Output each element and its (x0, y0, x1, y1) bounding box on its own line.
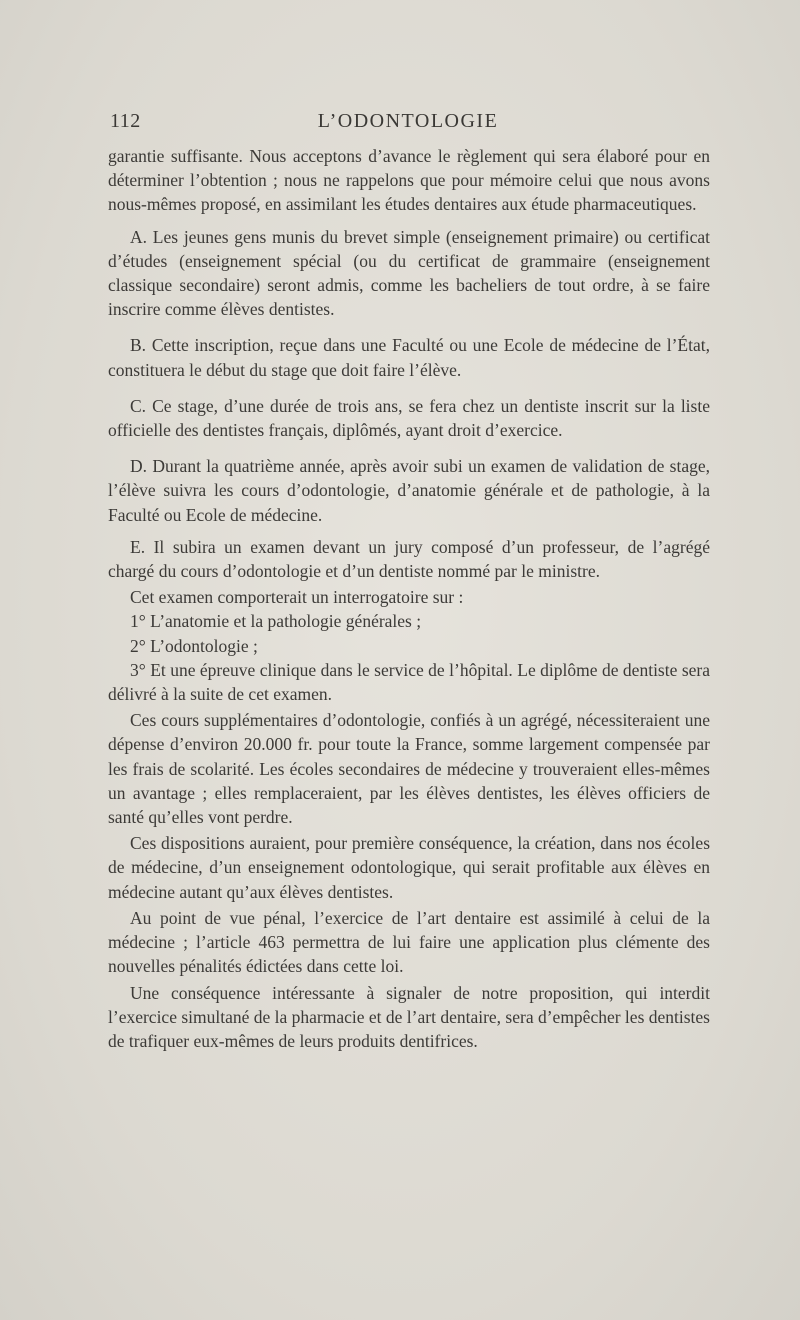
list-item-clinique: 3° Et une épreuve clinique dans le service de l’hôpital. Le diplôme de dentiste sera délivré à la suite de cet examen. (108, 659, 710, 705)
body-text (108, 144, 710, 1053)
paragraph-cours: Ces cours supplémentaires d’odontologie, confiés à un agrégé, nécessiteraient une dépense d’environ 20.000 fr. pour toute la France, somme largement compensée par les frais de scolarité. Les écoles secondaires de médecine y trouveraient elles-mêmes un avantage ; elles remplaceraient, par les élèves dentistes, les élèves officiers de santé qu’elles vont perdre. (108, 710, 710, 828)
list-item-anatomie: 1° L’anatomie et la pathologie générales ; (130, 611, 422, 632)
paragraph-consequence: Une conséquence intéressante à signaler de notre proposition, qui interdit l’exercice simultané de la pharmacie et de l’art dentaire, sera d’empêcher les dentistes de trafiquer eux-mêmes de leurs produits dentifrices. (108, 982, 710, 1051)
paragraph-a: A. Les jeunes gens munis du brevet simple (enseignement primaire) ou certificat d’études (enseignement spécial (ou du certificat de grammaire (enseignement classique secondaire) seront admis, comme les bacheliers de tout ordre, à se faire inscrire comme élèves dentistes. (108, 226, 710, 320)
paragraph-b: B. Cette inscription, reçue dans une Faculté ou une Ecole de médecine de l’État, constituera le début du stage que doit faire l’élève. (108, 335, 710, 380)
paragraph-c: C. Ce stage, d’une durée de trois ans, se fera chez un dentiste inscrit sur la liste officielle des dentistes français, diplômés, ayant droit d’exercice. (108, 395, 710, 441)
paragraph-d: D. Durant la quatrième année, après avoir subi un examen de validation de stage, l’élève suivra les cours d’odontologie, d’anatomie générale et de pathologie, à la Faculté ou Ecole de médecine. (108, 456, 710, 525)
paragraph-e: E. Il subira un examen devant un jury composé d’un professeur, de l’agrégé chargé du cours d’odontologie et d’un dentiste nommé par le ministre. (108, 536, 710, 582)
paragraph-dispositions: Ces dispositions auraient, pour première conséquence, la création, dans nos écoles de médecine, d’un enseignement odontologique, qui serait profitable aux élèves en médecine autant qu’aux élèves dentistes. (108, 833, 710, 902)
paragraph-exam: Cet examen comporterait un interrogatoire sur : (130, 587, 464, 608)
paragraph-penal: Au point de vue pénal, l’exercice de l’art dentaire est assimilé à celui de la médecine ; l’article 463 permettra de lui faire une application plus clémente des nouvelles pénalités édictées dans cette loi. (108, 907, 710, 977)
paragraph-intro: garantie suffisante. Nous acceptons d’avance le règlement qui sera élaboré pour en déterminer l’obtention ; nous ne rappelons que pour mémoire celui que nous avons nous-mêmes proposé, en assimilant les études dentaires aux étude pharmaceutiques. (108, 146, 710, 215)
page-header (108, 110, 708, 140)
list-item-odontologie: 2° L’odontologie ; (130, 635, 258, 656)
running-title: L’ODONTOLOGIE (317, 110, 499, 132)
page-number: 112 (110, 110, 141, 132)
